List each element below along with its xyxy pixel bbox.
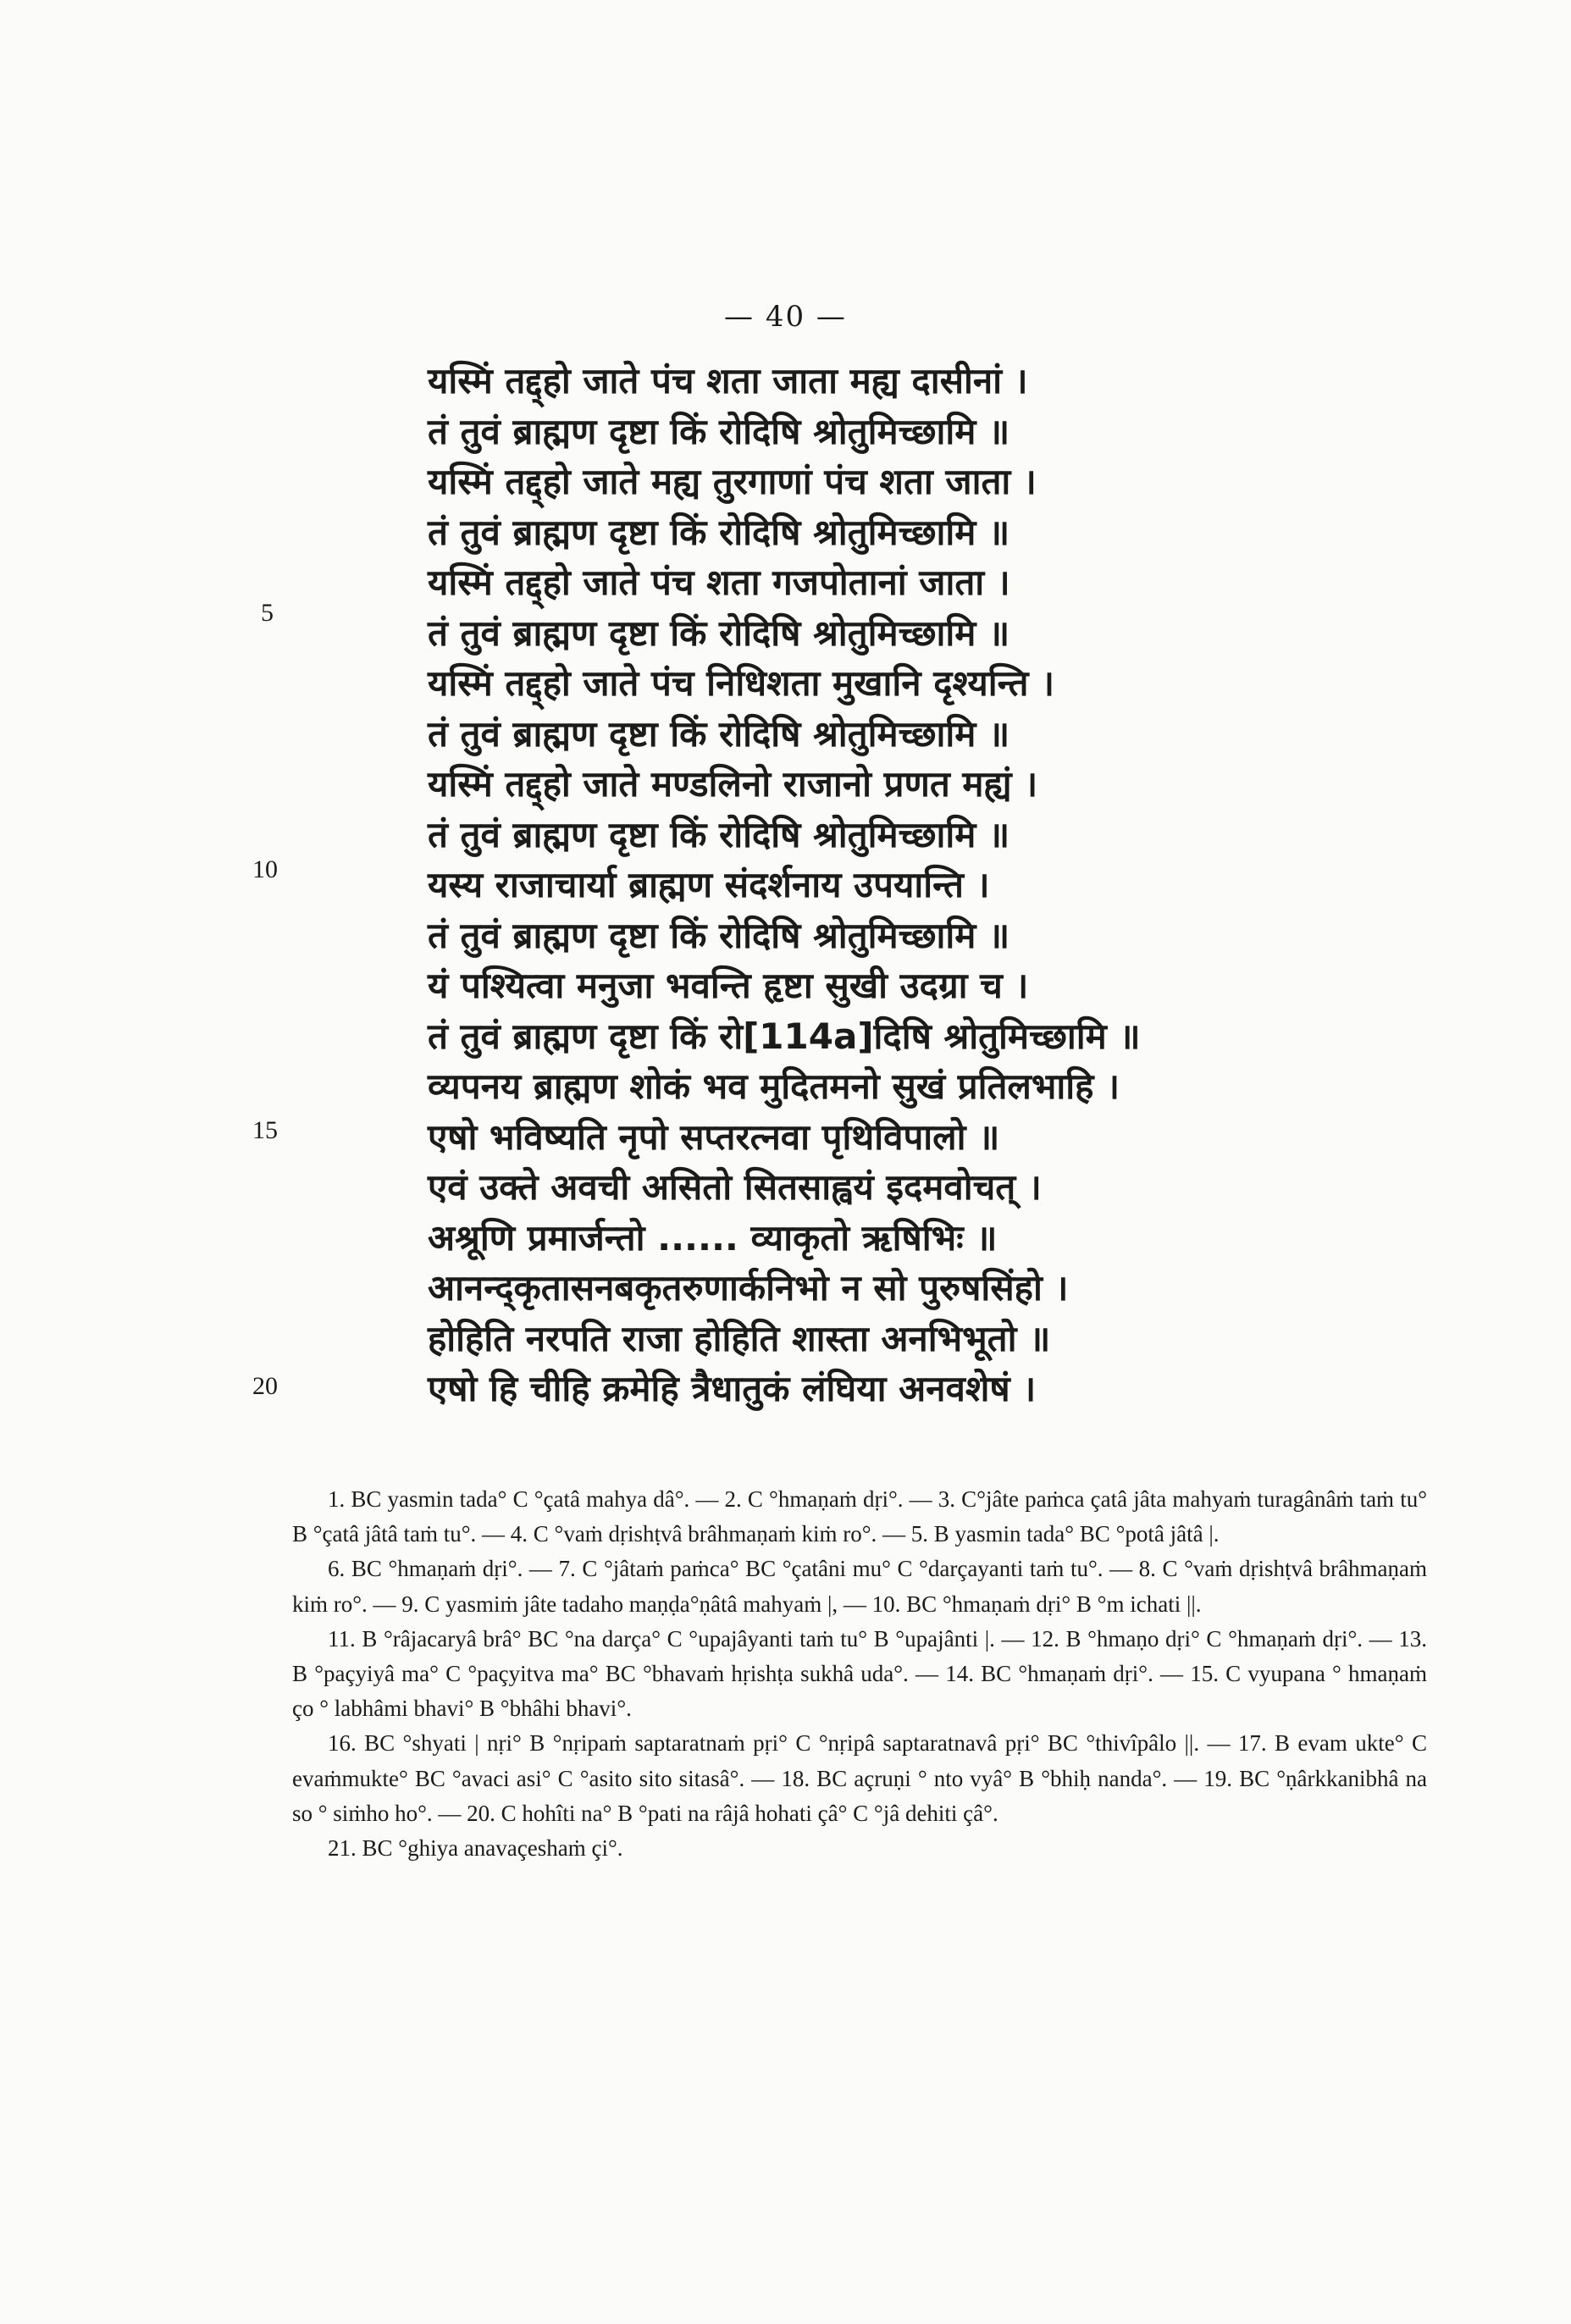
verse-line: तं तुवं ब्राह्मण दृष्टा किं रोदिषि श्रोतुमिच्छामि ॥	[428, 410, 1010, 452]
verse-line: आनन्द्कृतासनबकृतरुणार्कनिभो न सो पुरुषसिंहो ।	[428, 1267, 1069, 1309]
line-number-5: 5	[261, 599, 274, 627]
verse-line: यस्मिं तद्द्हो जाते मण्डलिनो राजानो प्रणत मह्यं ।	[428, 763, 1038, 805]
verse-block	[428, 356, 1275, 1414]
footnotes	[292, 1482, 1427, 1866]
verse-line: तं तुवं ब्राह्मण दृष्टा किं रोदिषि श्रोतुमिच्छामि ॥	[428, 712, 1010, 755]
line-number-15: 15	[252, 1116, 278, 1144]
verse-line: यस्मिं तद्द्हो जाते मह्य तुरगाणां पंच शता जाता ।	[428, 461, 1037, 502]
footnote-paragraph: 11. B °râjacaryâ brâ° BC °na darça° C °upajâyanti taṁ tu° B °upajânti |. — 12. B °hmaṇo dṛi° C °hmaṇaṁ dṛi°. — 13. B °paçyiyâ ma° C °paçyitva ma° BC °bhavaṁ hṛishṭa sukhâ uda°. — 14. BC °hmaṇaṁ dṛi°. — 15. C vyupana ° hmaṇaṁ ço ° labhâmi bhavi° B °bhâhi bhavi°.	[292, 1625, 1427, 1722]
verse-line: तं तुवं ब्राह्मण दृष्टा किं रोदिषि श्रोतुमिच्छामि ॥	[428, 611, 1010, 654]
verse-line: यस्मिं तद्द्हो जाते पंच निधिशता मुखानि दृश्यन्ति ।	[428, 662, 1054, 704]
verse-line: यस्य राजाचार्या ब्राह्मण संदर्शनाय उपयान्ति ।	[428, 864, 990, 905]
footnote-paragraph: 1. BC yasmin tada° C °çatâ mahya dâ°. — 2. C °hmaṇaṁ dṛi°. — 3. C°jâte paṁca çatâ jâta mahyaṁ turagânâṁ taṁ tu° B °çatâ jâtâ taṁ tu°. — 4. C °vaṁ dṛishṭvâ brâhmaṇaṁ kiṁ ro°. — 5. B yasmin tada° BC °potâ jâtâ |.	[292, 1486, 1427, 1547]
verse-line: तं तुवं ब्राह्मण दृष्टा किं रोदिषि श्रोतुमिच्छामि ॥	[428, 511, 1010, 553]
verse-line: यस्मिं तद्द्हो जाते पंच शता जाता मह्य दासीनां ।	[428, 360, 1028, 401]
verse-line: एषो हि चीहि क्रमेहि त्रैधातुकं लंघिया अनवशेषं ।	[428, 1368, 1037, 1409]
verse-line: तं तुवं ब्राह्मण दृष्टा किं रो[114a]दिषि श्रोतुमिच्छामि ॥	[428, 1015, 1141, 1057]
verse-line: यं पश्यित्वा मनुजा भवन्ति हृष्टा सुखी उदग्रा च ।	[428, 965, 1029, 1006]
footnote-paragraph: 16. BC °shyati | nṛi° B °nṛipaṁ saptaratnaṁ pṛi° C °nṛipâ saptaratnavâ pṛi° BC °thivîpâlo ||. — 17. B evam ukte° C evaṁmukte° BC °avaci asi° C °asito sito sitasâ°. — 18. BC açruṇi ° nto vyâ° B °bhiḥ nanda°. — 19. BC °ṇârkkanibhâ na so ° siṁho ho°. — 20. C hohîti na° B °pati na râjâ hohati çâ° C °jâ dehiti çâ°.	[292, 1730, 1427, 1826]
line-number-20: 20	[252, 1372, 278, 1400]
page-number: — 40 —	[724, 300, 847, 334]
footnote-paragraph: 21. BC °ghiya anavaçeshaṁ çi°.	[328, 1835, 623, 1862]
verse-line: तं तुवं ब्राह्मण दृष्टा किं रोदिषि श्रोतुमिच्छामि ॥	[428, 914, 1010, 956]
verse-line: यस्मिं तद्द्हो जाते पंच शता गजपोतानां जाता ।	[428, 562, 1010, 603]
verse-line: तं तुवं ब्राह्मण दृष्टा किं रोदिषि श्रोतुमिच्छामि ॥	[428, 813, 1010, 855]
verse-line: व्यपनय ब्राह्मण शोकं भव मुदितमनो सुखं प्रतिलभाहि ।	[428, 1065, 1120, 1107]
verse-line: एवं उक्ते अवची असितो सितसाह्वयं इदमवोचत् ।	[428, 1166, 1042, 1208]
footnote-paragraph: 6. BC °hmaṇaṁ dṛi°. — 7. C °jâtaṁ paṁca° BC °çatâni mu° C °darçayanti taṁ tu°. — 8. C °vaṁ dṛishṭvâ brâhmaṇaṁ kiṁ ro°. — 9. C yasmiṁ jâte tadaho maṇḍa°ṇâtâ mahyaṁ |, — 10. BC °hmaṇaṁ dṛi° B °m ichati ||.	[292, 1556, 1427, 1617]
verse-line: अश्रूणि प्रमार्जन्तो ...... व्याकृतो ऋषिभिः ॥	[428, 1216, 998, 1259]
verse-line: होहिति नरपति राजा होहिति शास्ता अनभिभूतो ॥	[428, 1317, 1051, 1359]
verse-line: एषो भविष्यति नृपो सप्तरत्नवा पृथिविपालो ॥	[428, 1115, 1000, 1158]
line-number-10: 10	[252, 855, 278, 883]
